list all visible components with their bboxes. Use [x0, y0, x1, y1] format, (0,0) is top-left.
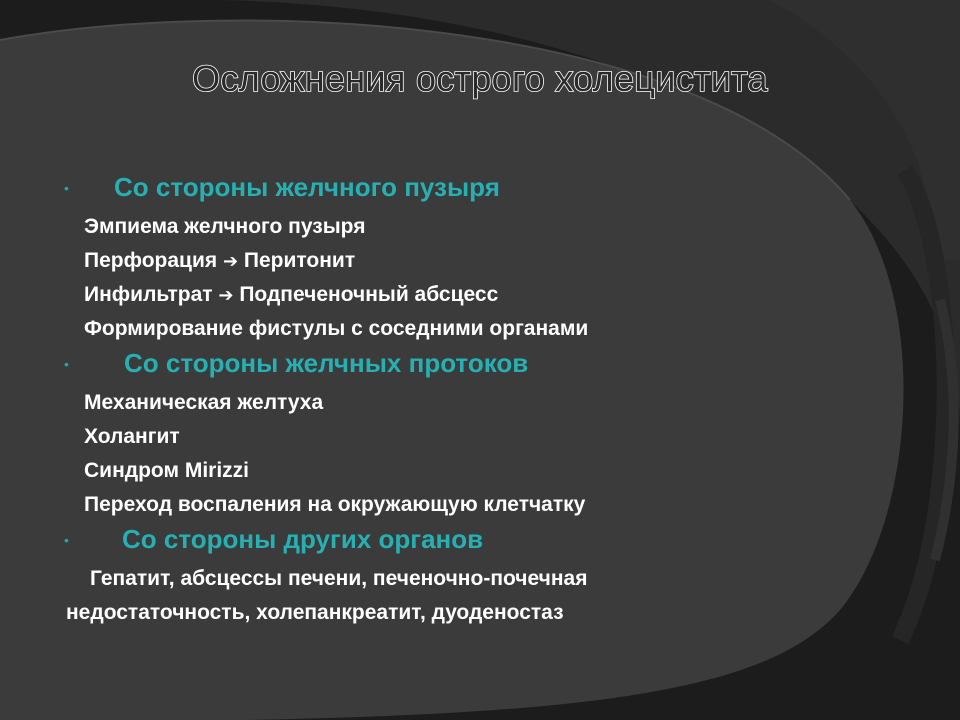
bullet-icon: • — [64, 356, 69, 372]
list-item: Эмпиема желчного пузыря — [84, 215, 366, 238]
paragraph-line: Гепатит, абсцессы печени, печеночно-почечная — [90, 567, 588, 590]
list-item: Формирование фистулы с соседними органами — [84, 317, 589, 340]
item-cause: Инфильтрат — [84, 283, 213, 306]
list-item: Механическая желтуха — [84, 391, 324, 414]
section-heading-other-organs — [62, 522, 822, 562]
list-item: Переход воспаления на окружающую клетчатку — [84, 493, 586, 516]
arrow-icon: ➔ — [218, 285, 234, 305]
arrow-icon: ➔ — [222, 251, 239, 271]
section-heading-text: Со стороны желчного пузыря — [114, 172, 500, 202]
section-heading-bile-ducts — [62, 346, 822, 386]
bullet-icon: • — [64, 532, 69, 548]
item-result: Подпеченочный абсцесс — [239, 283, 499, 306]
other-organs-paragraph — [62, 562, 822, 630]
section-heading-gallbladder — [62, 170, 822, 210]
list-item: Синдром Mirizzi — [84, 459, 250, 482]
list-item — [62, 278, 822, 312]
paragraph-line: недостаточность, холепанкреатит, дуоденостаз — [66, 601, 564, 624]
slide-title: Осложнения острого холецистита — [192, 58, 768, 99]
item-result: Перитонит — [243, 249, 356, 272]
section-heading-text: Со стороны других органов — [122, 524, 484, 554]
content-list — [62, 170, 822, 630]
list-item — [62, 244, 822, 278]
bullet-icon: • — [64, 180, 69, 196]
item-cause: Перфорация — [84, 249, 218, 272]
list-item: Холангит — [84, 425, 180, 448]
section-heading-text: Со стороны желчных протоков — [124, 348, 529, 378]
